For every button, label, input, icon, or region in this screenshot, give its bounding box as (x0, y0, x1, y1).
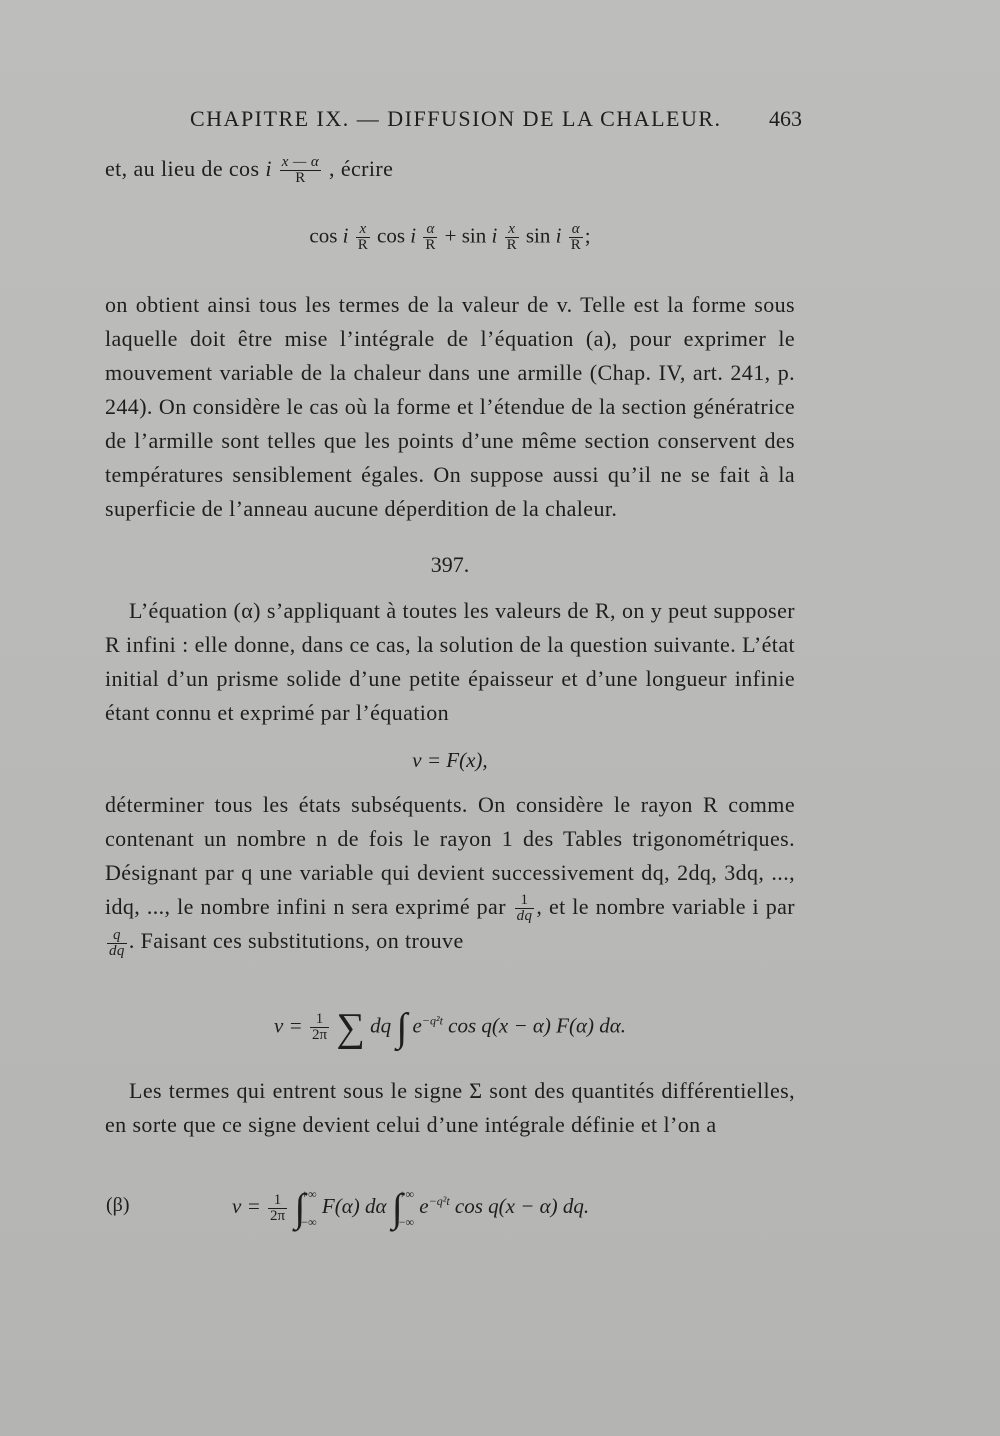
formula-v-equals-F: v = F(x), (412, 748, 488, 772)
paragraph-equation-alpha: L’équation (α) s’appliquant à toutes les valeurs de R, on y peut supposer R infini : elle donne, dans ce cas, la solution de la question suivante. L’état initial d’un prisme solide d’une petite épaisseur et d’une longueur infinie étant connu et exprimé par l’équation (105, 598, 795, 725)
paragraph-substitutions: déterminer tous les états subséquents. On considère le rayon R comme contenant un nombre n de fois le rayon 1 des Tables trigonométriques. Désignant par q une variable qui devient successivement dq, 2dq, 3dq, ..., idq, ..., le nombre infini n sera exprimé par $\frac{1}{dq}$ , et le nombre variable i par $\frac{q}{dq}$ . Faisant ces substitutions, on trouve (105, 792, 795, 959)
article-number: 397. (430, 552, 470, 577)
paragraph-sigma: Les termes qui entrent sous le signe Σ sont des quantités différentielles, en sorte que ce signe devient celui d’une intégrale définie et l’on a (105, 1078, 795, 1137)
intro-line: et, au lieu de cos i $\frac{x — \alpha}{R}$ , écrire (105, 154, 394, 187)
running-title: CHAPITRE IX. — DIFFUSION DE LA CHALEUR. (190, 106, 722, 131)
paragraph-armille: on obtient ainsi tous les termes de la valeur de v. Telle est la forme sous laquelle doit être mise l’intégrale de l’équation (a), pour exprimer le mouvement variable de la chaleur dans une armille (Chap. IV, art. 241, p. 244). On considère le cas où la forme et l’étendue de la section génératrice de l’armille sont telles que les points d’une même section conservent des températures sensiblement égales. On suppose aussi qu’il ne se fait à la superficie de l’anneau aucune déperdition de la chaleur. (105, 292, 795, 521)
running-header (190, 106, 802, 140)
page-number: 463 (769, 106, 802, 131)
fraction: $\frac{x — \alpha}{R}$ (281, 154, 320, 187)
formula-cos-sin: cos i $\frac{x}{R}$ cos i $\frac{\alpha}{R}$ + sin i $\frac{x}{R}$ sin i $\frac{\alpha}{R}$ ; (309, 221, 591, 253)
equation-label: (β) (106, 1194, 130, 1216)
formula-sum: v = $\frac{1}{2\pi}$ ∑ dq ∫ $e^{-q^2t}$ cos q(x − α) F(α) dα. (273, 1004, 627, 1050)
formula-beta: v = $\frac{1}{2\pi}$ ∫ +∞ −∞ F(α) dα ∫ +∞ −∞ $e^{-q^2t}$ cos q(x − α) dq. (232, 1185, 590, 1230)
